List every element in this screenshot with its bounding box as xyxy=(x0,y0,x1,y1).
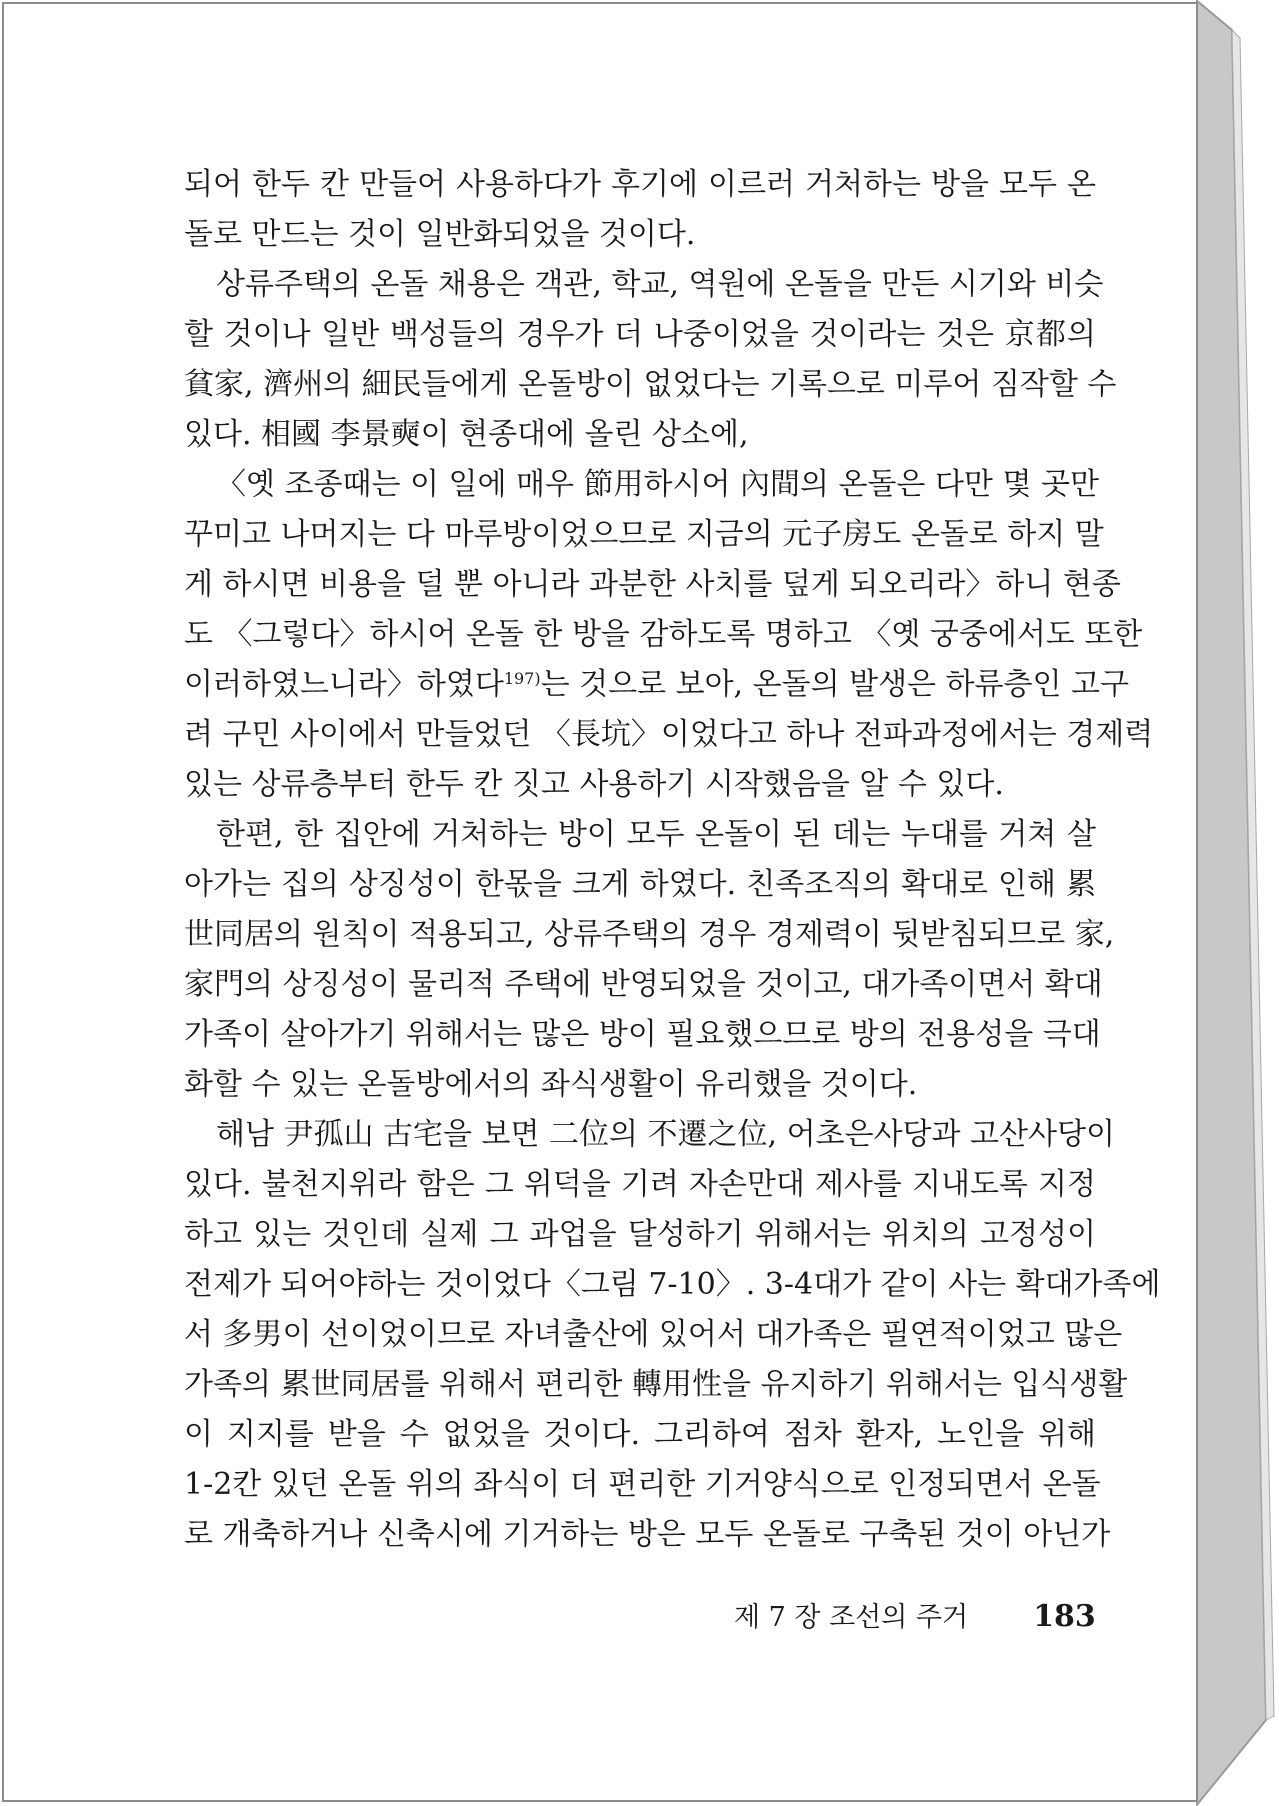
text-line: 도 〈그렇다〉하시어 온돌 한 방을 감하도록 명하고 〈옛 궁중에서도 또한 xyxy=(184,617,1143,652)
text-line: 화할 수 있는 온돌방에서의 좌식생활이 유리했을 것이다. xyxy=(184,1067,918,1102)
text-line: 전제가 되어야하는 것이었다〈그림 7-10〉. 3-4대가 같이 사는 확대가족에 xyxy=(184,1267,1161,1302)
text-line: 로 개축하거나 신축시에 기거하는 방은 모두 온돌로 구축된 것이 아닌가 xyxy=(184,1517,1111,1552)
text-segment: 이러하였느니라〉하였다 xyxy=(184,667,504,702)
page-number: 183 xyxy=(1033,1599,1096,1634)
text-line: 꾸미고 나머지는 다 마루방이었으므로 지금의 元子房도 온돌로 하지 말 xyxy=(184,517,1104,552)
text-line: 〈옛 조종때는 이 일에 매우 節用하시어 內間의 온돌은 다만 몇 곳만 xyxy=(216,467,1099,502)
text-line: 貧家, 濟州의 細民들에게 온돌방이 없었다는 기록으로 미루어 짐작할 수 xyxy=(184,367,1117,402)
text-line xyxy=(184,660,1129,710)
footnote-marker: 197) xyxy=(503,669,541,688)
text-line: 있는 상류층부터 한두 칸 짓고 사용하기 시작했음을 알 수 있다. xyxy=(184,767,1004,802)
text-line: 돌로 만드는 것이 일반화되었을 것이다. xyxy=(184,217,696,252)
body-text xyxy=(184,160,1161,1560)
text-line: 가족의 累世同居를 위해서 편리한 轉用性을 유지하기 위해서는 입식생활 xyxy=(184,1367,1128,1402)
text-line: 이 지지를 받을 수 없었을 것이다. 그리하여 점차 환자, 노인을 위해 xyxy=(184,1417,1096,1452)
text-line: 게 하시면 비용을 덜 뿐 아니라 과분한 사치를 덮게 되오리라〉하니 현종 xyxy=(184,567,1121,602)
text-segment: 는 것으로 보아, 온돌의 발생은 하류층인 고구 xyxy=(540,667,1129,702)
text-line: 家門의 상징성이 물리적 주택에 반영되었을 것이고, 대가족이면서 확대 xyxy=(184,967,1103,1002)
text-line: 한편, 한 집안에 거처하는 방이 모두 온돌이 된 데는 누대를 거쳐 살 xyxy=(216,817,1096,852)
text-line: 世同居의 원칙이 적용되고, 상류주택의 경우 경제력이 뒷받침되므로 家, xyxy=(184,917,1115,952)
text-line: 려 구민 사이에서 만들었던 〈長坑〉이었다고 하나 전파과정에서는 경제력 xyxy=(184,717,1154,752)
text-line: 있다. 불천지위라 함은 그 위덕을 기려 자손만대 제사를 지내도록 지정 xyxy=(184,1167,1096,1202)
text-line: 하고 있는 것인데 실제 그 과업을 달성하기 위해서는 위치의 고정성이 xyxy=(184,1217,1096,1252)
text-line: 서 多男이 선이었이므로 자녀출산에 있어서 대가족은 필연적이었고 많은 xyxy=(184,1317,1123,1352)
text-line: 상류주택의 온돌 채용은 객관, 학교, 역원에 온돌을 만든 시기와 비슷 xyxy=(216,267,1104,302)
page-footer xyxy=(734,1595,1096,1635)
text-line: 아가는 집의 상징성이 한몫을 크게 하였다. 친족조직의 확대로 인해 累 xyxy=(184,867,1096,902)
text-line: 해남 尹孤山 古宅을 보면 二位의 不遷之位, 어초은사당과 고산사당이 xyxy=(216,1117,1115,1152)
text-line: 할 것이나 일반 백성들의 경우가 더 나중이었을 것이라는 것은 京都의 xyxy=(184,317,1096,352)
text-line: 있다. 相國 李景奭이 현종대에 올린 상소에, xyxy=(184,417,749,452)
chapter-label: 제 7 장 조선의 주거 xyxy=(734,1602,969,1633)
text-line: 가족이 살아가기 위해서는 많은 방이 필요했으므로 방의 전용성을 극대 xyxy=(184,1017,1101,1052)
text-line: 1-2칸 있던 온돌 위의 좌식이 더 편리한 기거양식으로 인정되면서 온돌 xyxy=(184,1467,1101,1502)
page-edge xyxy=(1196,0,1276,1806)
text-line: 되어 한두 칸 만들어 사용하다가 후기에 이르러 거처하는 방을 모두 온 xyxy=(184,167,1096,202)
